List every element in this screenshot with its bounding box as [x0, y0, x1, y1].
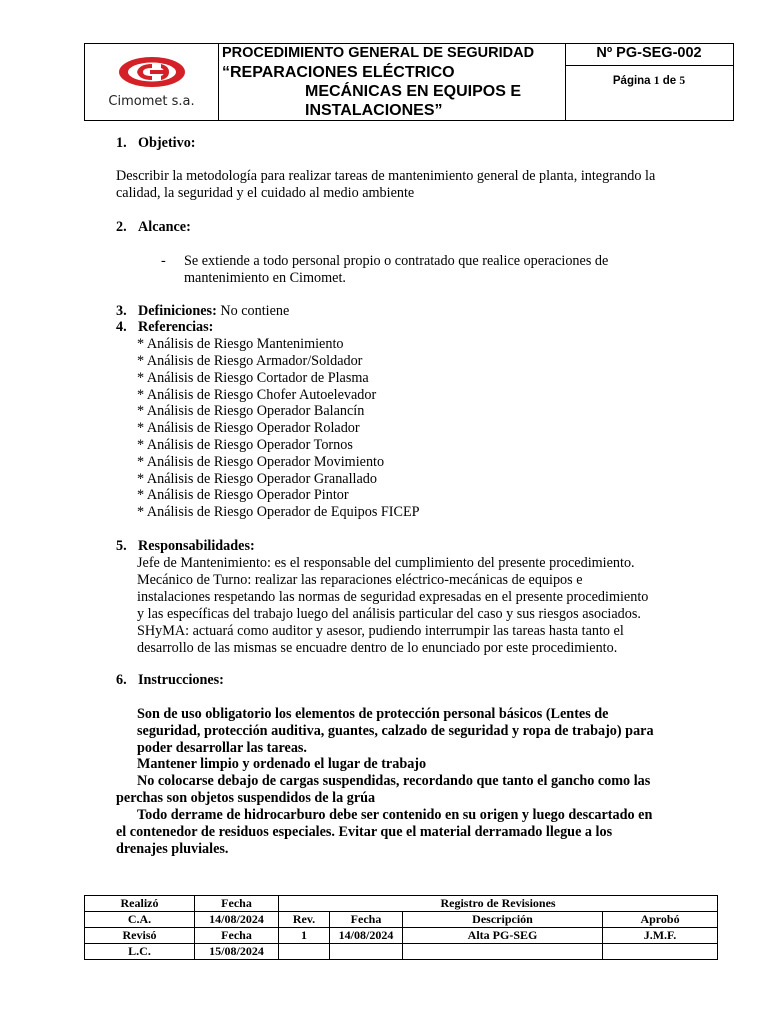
section-referencias-heading: [116, 319, 213, 336]
instrucciones-line: Todo derrame de hidrocarburo debe ser contenido en su origen y luego descartado en: [137, 807, 653, 823]
procedure-title-line1: “REPARACIONES ELÉCTRICO: [222, 64, 455, 81]
objetivo-text-line: calidad, la seguridad y el cuidado al medio ambiente: [116, 185, 415, 201]
reviso-label: Revisó: [85, 928, 195, 944]
section-definiciones-heading: [116, 303, 289, 320]
aprobo-label: Aprobó: [603, 912, 718, 928]
instrucciones-line: Son de uso obligatorio los elementos de protección personal básicos (Lentes de: [137, 706, 609, 722]
section-number: 2.: [116, 219, 127, 235]
alcance-text-line: mantenimiento en Cimomet.: [184, 270, 346, 286]
table-row: [85, 912, 718, 928]
section-number: 1.: [116, 135, 127, 151]
section-title: Alcance:: [138, 219, 191, 235]
section-title: Referencias:: [138, 319, 214, 335]
reviso-fecha-label: Fecha: [195, 928, 279, 944]
list-item: * Análisis de Riesgo Armador/Soldador: [137, 353, 363, 369]
list-item: * Análisis de Riesgo Mantenimiento: [137, 336, 344, 352]
reviso-date: 15/08/2024: [195, 944, 279, 960]
responsabilidades-line: desarrollo de las mismas se encuadre dentro de lo enunciado por este procedimiento.: [137, 640, 618, 656]
doc-number-box: [565, 44, 733, 66]
section-responsabilidades-heading: [116, 538, 255, 555]
list-item: * Análisis de Riesgo Cortador de Plasma: [137, 370, 369, 386]
alcance-text-line: Se extiende a todo personal propio o contratado que realice operaciones de: [184, 253, 609, 269]
instrucciones-line: No colocarse debajo de cargas suspendidas, recordando que tanto el gancho como las: [137, 773, 651, 789]
fecha-label: Fecha: [195, 896, 279, 912]
list-item: * Análisis de Riesgo Operador Granallado: [137, 471, 377, 487]
list-item: * Análisis de Riesgo Operador Tornos: [137, 437, 353, 453]
instrucciones-line: drenajes pluviales.: [116, 841, 229, 857]
responsabilidades-line: instalaciones respetando las normas de seguridad expresadas en el presente procedimiento: [137, 589, 649, 605]
title-cell: [218, 44, 566, 120]
page-word: Página: [612, 75, 651, 87]
page-indicator: [565, 75, 733, 87]
procedure-title-line2: MECÁNICAS EN EQUIPOS E: [305, 83, 522, 100]
empty-cell: [330, 944, 403, 960]
rev-fecha-label: Fecha: [330, 912, 403, 928]
page-total: 5: [679, 75, 686, 87]
section-instrucciones-heading: [116, 672, 224, 689]
realizo-label: Realizó: [85, 896, 195, 912]
page-current: 1: [653, 75, 660, 87]
section-objetivo-heading: [116, 135, 196, 152]
page-of: de: [662, 75, 677, 87]
reviso-value: L.C.: [85, 944, 195, 960]
definiciones-text: No contiene: [216, 303, 290, 319]
rev-description: Alta PG-SEG: [403, 928, 603, 944]
responsabilidades-line: Mecánico de Turno: realizar las reparaciones eléctrico-mecánicas de equipos e: [137, 572, 583, 588]
list-item: * Análisis de Riesgo Operador Rolador: [137, 420, 360, 436]
responsabilidades-line: y las específicas del trabajo luego del análisis particular del caso y sus riesgos asociados.: [137, 606, 641, 622]
list-item: * Análisis de Riesgo Operador Movimiento: [137, 454, 385, 470]
code-cell: [565, 44, 733, 120]
section-number: 3.: [116, 303, 127, 319]
realizo-value: C.A.: [85, 912, 195, 928]
instrucciones-line: perchas son objetos suspendidos de la grúa: [116, 790, 376, 806]
section-number: 4.: [116, 319, 127, 335]
responsabilidades-line: Jefe de Mantenimiento: es el responsable del cumplimiento del presente procedimiento.: [137, 555, 635, 571]
objetivo-text-line: Describir la metodología para realizar tareas de mantenimiento general de planta, integrando la: [116, 168, 656, 184]
rev-label: Rev.: [279, 912, 330, 928]
responsabilidades-line: SHyMA: actuará como auditor y asesor, pudiendo interrumpir las tareas hasta tanto el: [137, 623, 624, 639]
procedure-type: PROCEDIMIENTO GENERAL DE SEGURIDAD: [222, 45, 535, 61]
descripcion-label: Descripción: [403, 912, 603, 928]
empty-cell: [403, 944, 603, 960]
instrucciones-line: poder desarrollar las tareas.: [137, 740, 307, 756]
empty-cell: [279, 944, 330, 960]
section-alcance-heading: [116, 219, 191, 236]
rev-number: 1: [279, 928, 330, 944]
section-title: Responsabilidades:: [138, 538, 255, 554]
registro-label: Registro de Revisiones: [279, 896, 718, 912]
company-name: Cimomet s.a.: [108, 94, 195, 109]
realizo-date: 14/08/2024: [195, 912, 279, 928]
section-number: 5.: [116, 538, 127, 554]
table-row: [85, 944, 718, 960]
cimomet-logo-icon: [117, 54, 187, 90]
alcance-dash: -: [161, 253, 166, 269]
section-number: 6.: [116, 672, 127, 688]
list-item: * Análisis de Riesgo Operador de Equipos FICEP: [137, 504, 420, 520]
list-item: * Análisis de Riesgo Chofer Autoelevador: [137, 387, 377, 403]
section-title: Objetivo:: [138, 135, 196, 151]
document-header: [84, 43, 734, 121]
procedure-title-line3: INSTALACIONES”: [305, 102, 443, 119]
rev-approver: J.M.F.: [603, 928, 718, 944]
table-row: [85, 896, 718, 912]
list-item: * Análisis de Riesgo Operador Balancín: [137, 403, 365, 419]
empty-cell: [603, 944, 718, 960]
logo-cell: [85, 44, 219, 120]
rev-date: 14/08/2024: [330, 928, 403, 944]
instrucciones-line: el contenedor de residuos especiales. Evitar que el material derramado llegue a los: [116, 824, 613, 840]
instrucciones-line: Mantener limpio y ordenado el lugar de trabajo: [137, 756, 427, 772]
list-item: * Análisis de Riesgo Operador Pintor: [137, 487, 349, 503]
revisions-table: [84, 895, 718, 960]
doc-number: Nº PG-SEG-002: [596, 45, 702, 61]
section-title: Definiciones:: [138, 303, 217, 319]
section-title: Instrucciones:: [138, 672, 224, 688]
table-row: [85, 928, 718, 944]
instrucciones-line: seguridad, protección auditiva, guantes, calzado de seguridad y ropa de trabajo) para: [137, 723, 654, 739]
